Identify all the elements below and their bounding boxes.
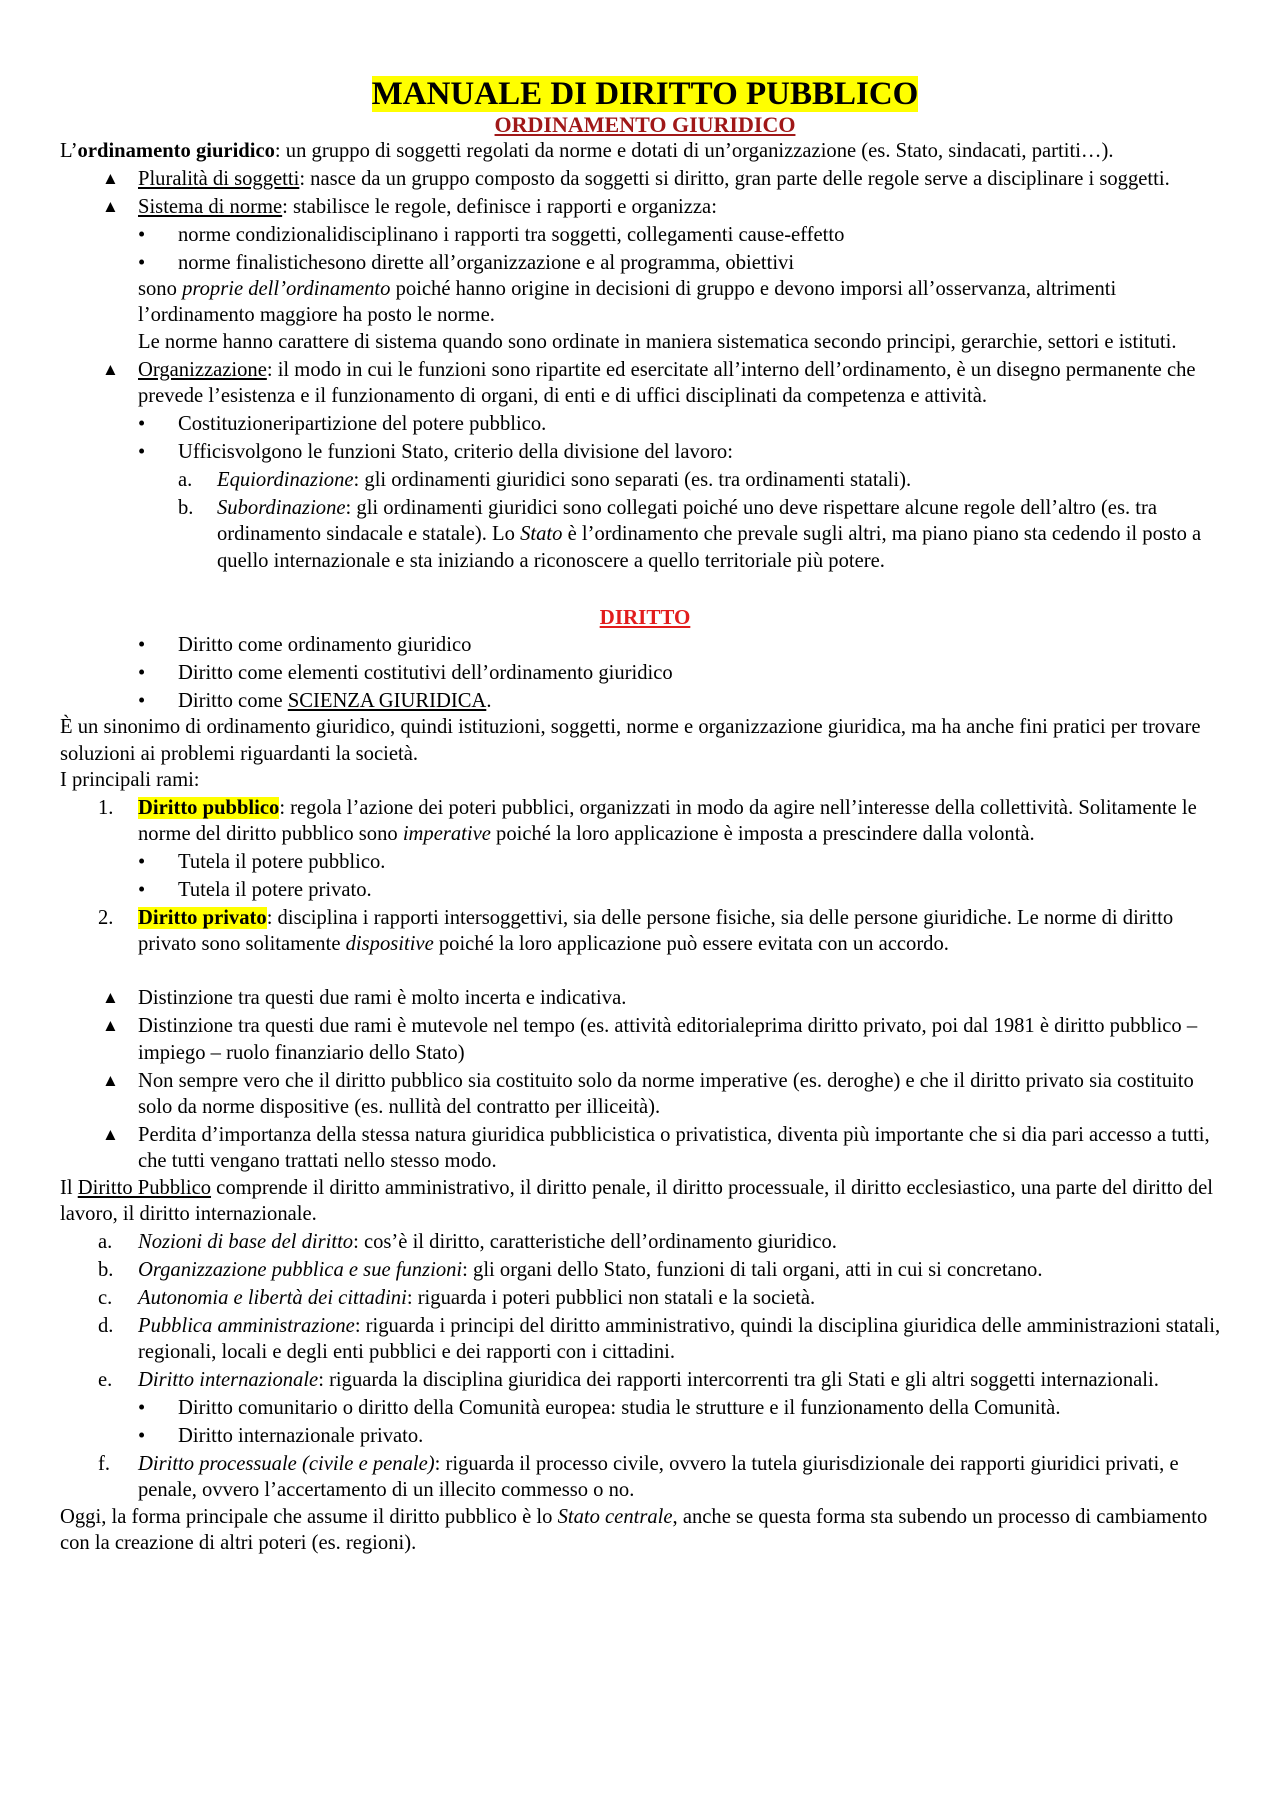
list-item-equiordinazione: a. Equiordinazione: gli ordinamenti giuridici sono separati (es. tra ordinamenti statali). [178,468,912,491]
sinonimo-paragraph: È un sinonimo di ordinamento giuridico, quindi istituzioni, soggetti, norme e organizzazione giuridica, ma ha anche fini pratici per trovare soluzioni ai problemi riguardanti la società. [60,716,1201,765]
list-item-norme-condizionali: • norme condizionalidisciplinano i rapporti tra soggetti, collegamenti cause-effetto [60,222,1230,248]
bullet-icon: • [138,251,146,274]
section-title-ordinamento: ORDINAMENTO GIURIDICO [494,112,796,137]
list-item-tutela-pubblico: • Tutela il potere pubblico. [60,849,1230,875]
list-item-pubblica-amministrazione: d. Pubblica amministrazione: riguarda i principi del diritto amministrativo, quindi la disciplina giuridica delle amministrazioni statali, regionali, locali e degli enti pubblici e dei rapporti con i cittadini. [98,1314,1221,1364]
bullet-icon: • [138,661,146,684]
triangle-bullet-icon: ▲ [102,1070,119,1090]
list-item-diritto-pubblico: 1. Diritto pubblico: regola l’azione dei poteri pubblici, organizzati in modo da agire nell’interesse della collettività. Solitamente le norme del diritto pubblico sono imperative poiché la loro applicazione è imposta a prescindere dalla volontà. [98,796,1197,846]
bullet-icon: • [138,1424,146,1447]
list-item-norme-finalistiche: • norme finalistichesono dirette all’organizzazione e al programma, obiettivi [60,250,1230,276]
sistema-note-2: Le norme hanno carattere di sistema quando sono ordinate in maniera sistematica secondo principi, gerarchie, settori e istituti. [138,330,1177,353]
triangle-bullet-icon: ▲ [102,1124,119,1144]
list-item-subordinazione: b. Subordinazione: gli ordinamenti giuridici sono collegati poiché uno deve rispettare alcune regole dell’altro (es. tra ordinamento sindacale e statale). Lo Stato è l’ordinamento che prevale sugli altri, ma piano piano sta cedendo il posto a quello internazionale e sta iniziando a riconoscere a quello territoriale più potere. [178,496,1202,572]
bullet-icon: • [138,689,146,712]
list-item-distinzione-2: ▲ Distinzione tra questi due rami è mutevole nel tempo (es. attività editorialeprima diritto privato, poi dal 1981 è diritto pubblico – impiego – ruolo finanziario dello Stato) [102,1015,1198,1064]
bullet-icon: • [138,851,146,874]
list-item-costituzione: • Costituzioneripartizione del potere pubblico. [60,411,1230,437]
list-item-internazionale-privato: • Diritto internazionale privato. [60,1423,1230,1449]
triangle-bullet-icon: ▲ [102,196,119,216]
list-item-pluralita: ▲ Pluralità di soggetti: nasce da un gruppo composto da soggetti si diritto, gran parte delle regole serve a disciplinare i soggetti. [60,166,1230,192]
list-item-diritto-3: • Diritto come SCIENZA GIURIDICA. [60,688,1230,714]
list-item-organizzazione: ▲ Organizzazione: il modo in cui le funzioni sono ripartite ed esercitate all’interno dell’ordinamento, è un disegno permanente che prevede l’esistenza e il funzionamento di organi, di enti e di uffici disciplinati da competenza e attività. [102,358,1196,408]
list-item-uffici: • Ufficisvolgono le funzioni Stato, criterio della divisione del lavoro: [60,439,1230,465]
list-item-distinzione-3: ▲ Non sempre vero che il diritto pubblico sia costituito solo da norme imperative (es. deroghe) e che il diritto privato sia costituito solo da norme dispositive (es. nullità del contratto per illiceità). [102,1069,1194,1118]
sistema-note: sono proprie dell’ordinamento poiché hanno origine in decisioni di gruppo e devono imporsi all’osservanza, altrimenti l’ordinamento maggiore ha posto le norme. [138,278,1117,327]
list-item-autonomia: c. Autonomia e libertà dei cittadini: riguarda i poteri pubblici non statali e la società. [98,1286,816,1309]
list-item-distinzione-4: ▲ Perdita d’importanza della stessa natura giuridica pubblicistica o privatistica, diventa più importante che si dia pari accesso a tutti, che tutti vengano trattati nello stesso modo. [102,1123,1210,1173]
bullet-icon: • [138,879,146,902]
list-item-diritto-2: • Diritto come elementi costitutivi dell’ordinamento giuridico [60,660,1230,686]
triangle-bullet-icon: ▲ [102,988,119,1008]
page-title: MANUALE DI DIRITTO PUBBLICO [371,76,919,112]
bullet-icon: • [138,413,146,436]
bullet-icon: • [138,223,146,246]
diritto-pubblico-paragraph: Il Diritto Pubblico comprende il diritto amministrativo, il diritto penale, il diritto processuale, il diritto ecclesiastico, una parte del diritto del lavoro, il diritto internazionale. [60,1176,1213,1226]
document-page [60,76,1230,1556]
intro-paragraph: L’ordinamento giuridico: un gruppo di soggetti regolati da norme e dotati di un’organizzazione (es. Stato, sindacati, partiti…). [60,140,1114,162]
list-item-diritto-privato: 2. Diritto privato: disciplina i rapporti intersoggettivi, sia delle persone fisiche, sia delle persone giuridiche. Le norme di diritto privato sono solitamente dispositive poiché la loro applicazione può essere evitata con un accordo. [98,906,1174,956]
triangle-bullet-icon: ▲ [102,359,119,379]
list-item-distinzione-1: ▲ Distinzione tra questi due rami è molto incerta e indicativa. [60,985,1230,1011]
section-title-diritto: DIRITTO [599,605,691,629]
conclusione-paragraph: Oggi, la forma principale che assume il diritto pubblico è lo Stato centrale, anche se questa forma sta subendo un processo di cambiamento con la creazione di altri poteri (es. regioni). [60,1505,1208,1554]
triangle-bullet-icon: ▲ [102,1016,119,1036]
list-item-organizzazione-pubblica: b. Organizzazione pubblica e sue funzioni: gli organi dello Stato, funzioni di tali organi, atti in cui si concretano. [98,1258,1043,1281]
bullet-icon: • [138,633,146,656]
bullet-icon: • [138,440,146,463]
bullet-icon: • [138,1396,146,1419]
list-item-tutela-privato: • Tutela il potere privato. [60,877,1230,903]
list-item-diritto-processuale: f. Diritto processuale (civile e penale): riguarda il processo civile, ovvero la tutela giurisdizionale dei rapporti giuridici privati, e penale, ovvero l’accertamento di un illecito commesso o no. [98,1452,1179,1502]
list-item-nozioni: a. Nozioni di base del diritto: cos’è il diritto, caratteristiche dell’ordinamento giuridico. [98,1230,837,1253]
list-item-diritto-comunitario: • Diritto comunitario o diritto della Comunità europea: studia le strutture e il funzionamento della Comunità. [60,1395,1230,1421]
rami-intro: I principali rami: [60,768,200,791]
list-item-sistema: ▲ Sistema di norme: stabilisce le regole, definisce i rapporti e organizza: [60,194,1230,220]
list-item-diritto-internazionale: e. Diritto internazionale: riguarda la disciplina giuridica dei rapporti intercorrenti tra gli Stati e gli altri soggetti internazionali. [98,1368,1159,1391]
list-item-diritto-1: • Diritto come ordinamento giuridico [60,632,1230,658]
triangle-bullet-icon: ▲ [102,168,119,188]
